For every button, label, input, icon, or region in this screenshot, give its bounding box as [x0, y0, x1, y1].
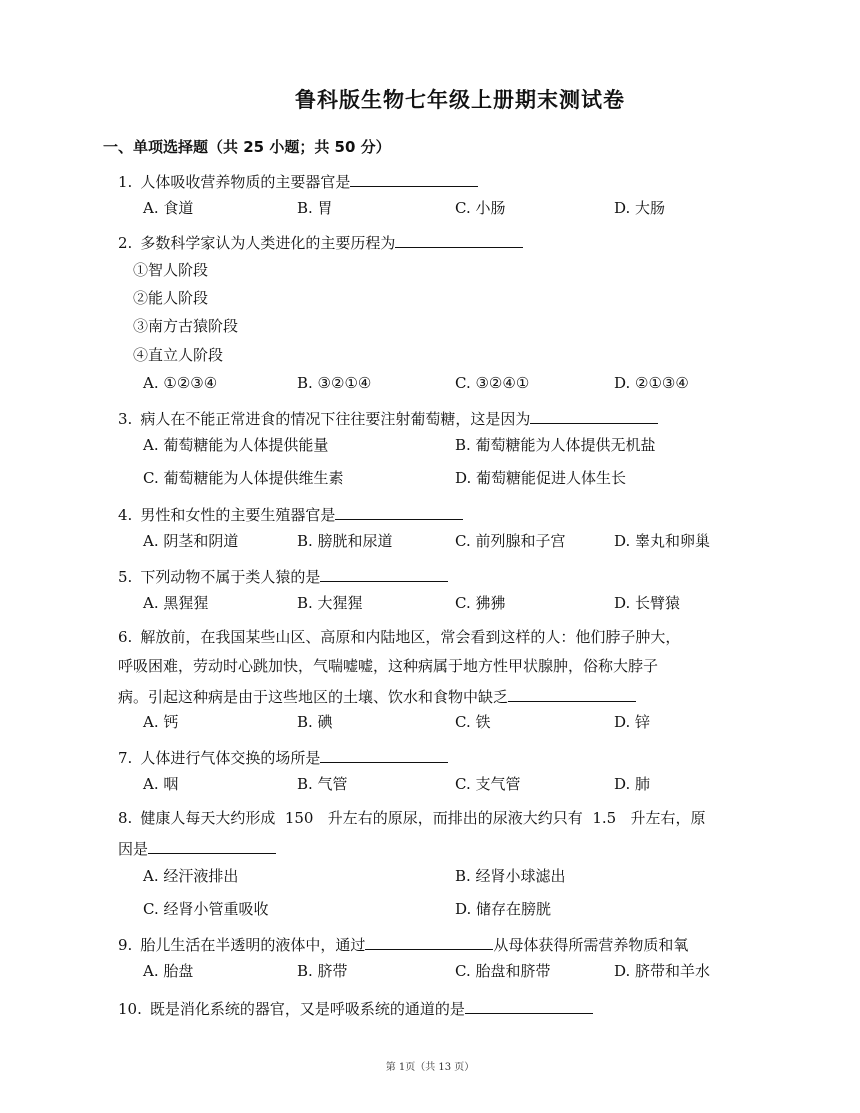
question-text: 既是消化系统的器官，又是呼吸系统的通道的是: [149, 1000, 465, 1018]
list-item: ①智人阶段: [133, 261, 209, 279]
answer-blank: [530, 406, 658, 424]
question-text: 人体进行气体交换的场所是: [140, 749, 321, 767]
question-10: [118, 996, 593, 1020]
question-7: [118, 745, 448, 769]
option-d: D. 大肠: [614, 199, 666, 217]
question-1: [118, 169, 478, 193]
question-number: 5.: [118, 568, 133, 586]
option-b: B. 膀胱和尿道: [297, 532, 393, 550]
answer-blank: [335, 502, 463, 520]
answer-blank: [320, 564, 448, 582]
option-c: C. 小肠: [455, 199, 506, 217]
option-b: B. 葡萄糖能为人体提供无机盐: [455, 436, 656, 454]
list-item: ②能人阶段: [133, 289, 209, 307]
option-a: A. 钙: [143, 713, 179, 731]
question-text-before: 胎儿生活在半透明的液体中，通过: [140, 936, 366, 954]
answer-blank: [395, 230, 523, 248]
option-c: C. 葡萄糖能为人体提供维生素: [143, 469, 344, 487]
option-d: D. ②①③④: [614, 374, 689, 392]
option-c: C. 经肾小管重吸收: [143, 900, 269, 918]
question-number: 1.: [118, 173, 133, 191]
option-c: C. 支气管: [455, 775, 521, 793]
option-d: D. 肺: [614, 775, 651, 793]
question-text-line-2: 呼吸困难，劳动时心跳加快，气喘嘘嘘，这种病属于地方性甲状腺肿，俗称大脖子: [118, 657, 659, 675]
list-item: ③南方古猿阶段: [133, 317, 239, 335]
question-number: 7.: [118, 749, 133, 767]
answer-blank: [465, 996, 593, 1014]
question-text: 病人在不能正常进食的情况下往往要注射葡萄糖，这是因为: [140, 410, 531, 428]
question-6: [118, 626, 681, 706]
question-text-line-1: 解放前，在我国某些山区、高原和内陆地区，常会看到这样的人：他们脖子肿大，: [140, 628, 681, 646]
page-title: 鲁科版生物七年级上册期末测试卷: [295, 88, 625, 112]
question-number: 2.: [118, 234, 133, 252]
option-d: D. 脐带和羊水: [614, 962, 711, 980]
option-a: A. 黑猩猩: [143, 594, 209, 612]
question-number: 8.: [118, 809, 133, 827]
option-d: D. 葡萄糖能促进人体生长: [455, 469, 627, 487]
question-number: 10.: [118, 1000, 142, 1018]
question-text-after: 从母体获得所需营养物质和氧: [493, 936, 689, 954]
option-b: B. 脐带: [297, 962, 348, 980]
option-a: A. 食道: [143, 199, 194, 217]
question-3: [118, 406, 658, 430]
question-number: 9.: [118, 936, 133, 954]
question-text-line-3-wrap: [118, 684, 636, 708]
question-4: [118, 502, 463, 526]
question-text: 多数科学家认为人类进化的主要历程为: [140, 234, 396, 252]
answer-blank: [365, 932, 493, 950]
answer-blank: [148, 836, 276, 854]
option-b: B. 气管: [297, 775, 348, 793]
option-c: C. 铁: [455, 713, 491, 731]
option-d: D. 储存在膀胱: [455, 900, 552, 918]
option-a: A. 经汗液排出: [143, 867, 239, 885]
question-9: [118, 932, 688, 956]
question-text-line-2: 因是: [118, 840, 149, 858]
option-c: C. 狒狒: [455, 594, 506, 612]
option-b: B. 大猩猩: [297, 594, 363, 612]
question-text-line-1: 健康人每天大约形成 150 升左右的原尿，而排出的尿液大约只有 1.5 升左右，原: [140, 809, 706, 827]
question-text: 下列动物不属于类人猿的是: [140, 568, 321, 586]
question-8: [118, 807, 706, 858]
option-a: A. ①②③④: [143, 374, 218, 392]
page-footer: 第 1页（共 13 页）: [385, 1062, 475, 1073]
option-b: B. 经肾小球滤出: [455, 867, 566, 885]
option-b: B. 碘: [297, 713, 333, 731]
option-a: A. 胎盘: [143, 962, 194, 980]
option-c: C. 胎盘和脐带: [455, 962, 551, 980]
question-text-line-2-wrap: [118, 836, 276, 860]
list-item: ④直立人阶段: [133, 346, 224, 364]
section-heading: 一、单项选择题（共 25 小题；共 50 分）: [103, 138, 391, 156]
option-b: B. 胃: [297, 199, 333, 217]
option-a: A. 阴茎和阴道: [143, 532, 239, 550]
question-number: 3.: [118, 410, 133, 428]
option-c: C. ③②④①: [455, 374, 530, 392]
question-text: 男性和女性的主要生殖器官是: [140, 506, 336, 524]
question-number: 6.: [118, 628, 133, 646]
question-text-line-3: 病。引起这种病是由于这些地区的土壤、饮水和食物中缺乏: [118, 688, 509, 706]
answer-blank: [508, 684, 636, 702]
answer-blank: [350, 169, 478, 187]
question-5: [118, 564, 448, 588]
answer-blank: [320, 745, 448, 763]
question-text: 人体吸收营养物质的主要器官是: [140, 173, 351, 191]
option-a: A. 咽: [143, 775, 179, 793]
question-2: [118, 230, 523, 254]
option-d: D. 睾丸和卵巢: [614, 532, 711, 550]
option-c: C. 前列腺和子宫: [455, 532, 566, 550]
question-number: 4.: [118, 506, 133, 524]
option-a: A. 葡萄糖能为人体提供能量: [143, 436, 329, 454]
option-b: B. ③②①④: [297, 374, 372, 392]
option-d: D. 锌: [614, 713, 651, 731]
option-d: D. 长臂猿: [614, 594, 681, 612]
